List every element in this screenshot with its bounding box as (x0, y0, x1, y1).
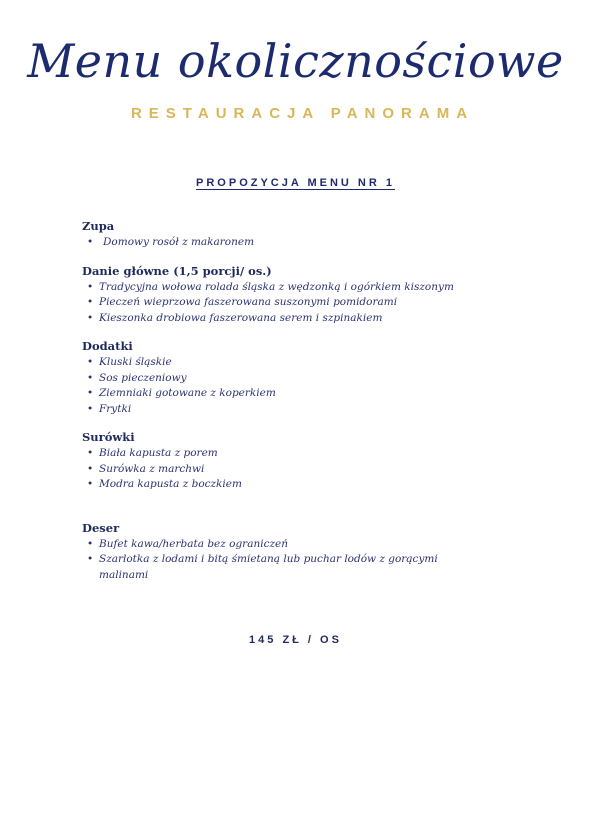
section-title: Deser (82, 520, 120, 535)
list-item: • Surówka z marchwi (82, 462, 522, 478)
item-list (82, 446, 522, 493)
item-list (82, 280, 522, 327)
proposal-heading-text: PROPOZYCJA MENU NR 1 (196, 177, 395, 189)
section-sides (82, 339, 522, 417)
list-item: • Szarlotka z lodami i bitą śmietaną lub puchar lodów z gorącymi malinami (82, 552, 479, 583)
section-title: Dodatki (82, 339, 133, 353)
menu-list (82, 219, 522, 583)
section-title: Zupa (82, 219, 115, 233)
list-item: • Frytki (82, 402, 522, 418)
section-main-course (82, 264, 522, 327)
restaurant-name: RESTAURACJA PANORAMA (130, 105, 475, 122)
section-dessert (82, 521, 522, 584)
price-per-person: 145 ZŁ / OS (249, 634, 342, 646)
item-list (82, 537, 522, 584)
list-item: • Kieszonka drobiowa faszerowana serem i szpinakiem (82, 311, 522, 327)
proposal-heading (0, 177, 591, 189)
list-item: • Tradycyjna wołowa rolada śląska z wędzonką i ogórkiem kiszonym (82, 280, 522, 296)
item-list (82, 235, 522, 251)
list-item: • Bufet kawa/herbata bez ograniczeń (82, 537, 522, 553)
section-title: Danie główne (1,5 porcji/ os.) (82, 263, 272, 278)
list-item: • Domowy rosół z makaronem (82, 235, 522, 251)
section-soup (82, 219, 522, 251)
section-salads (82, 430, 522, 493)
list-item: • Pieczeń wieprzowa faszerowana suszonymi pomidorami (82, 295, 522, 311)
list-item: • Biała kapusta z porem (82, 446, 522, 462)
section-title: Surówki (82, 430, 135, 444)
list-item: • Modra kapusta z boczkiem (82, 477, 522, 493)
list-item: • Ziemniaki gotowane z koperkiem (82, 386, 522, 402)
menu-title: Menu okolicznościowe (27, 34, 564, 88)
list-item: • Kluski śląskie (82, 355, 522, 371)
list-item: • Sos pieczeniowy (82, 371, 522, 387)
item-list (82, 355, 522, 417)
